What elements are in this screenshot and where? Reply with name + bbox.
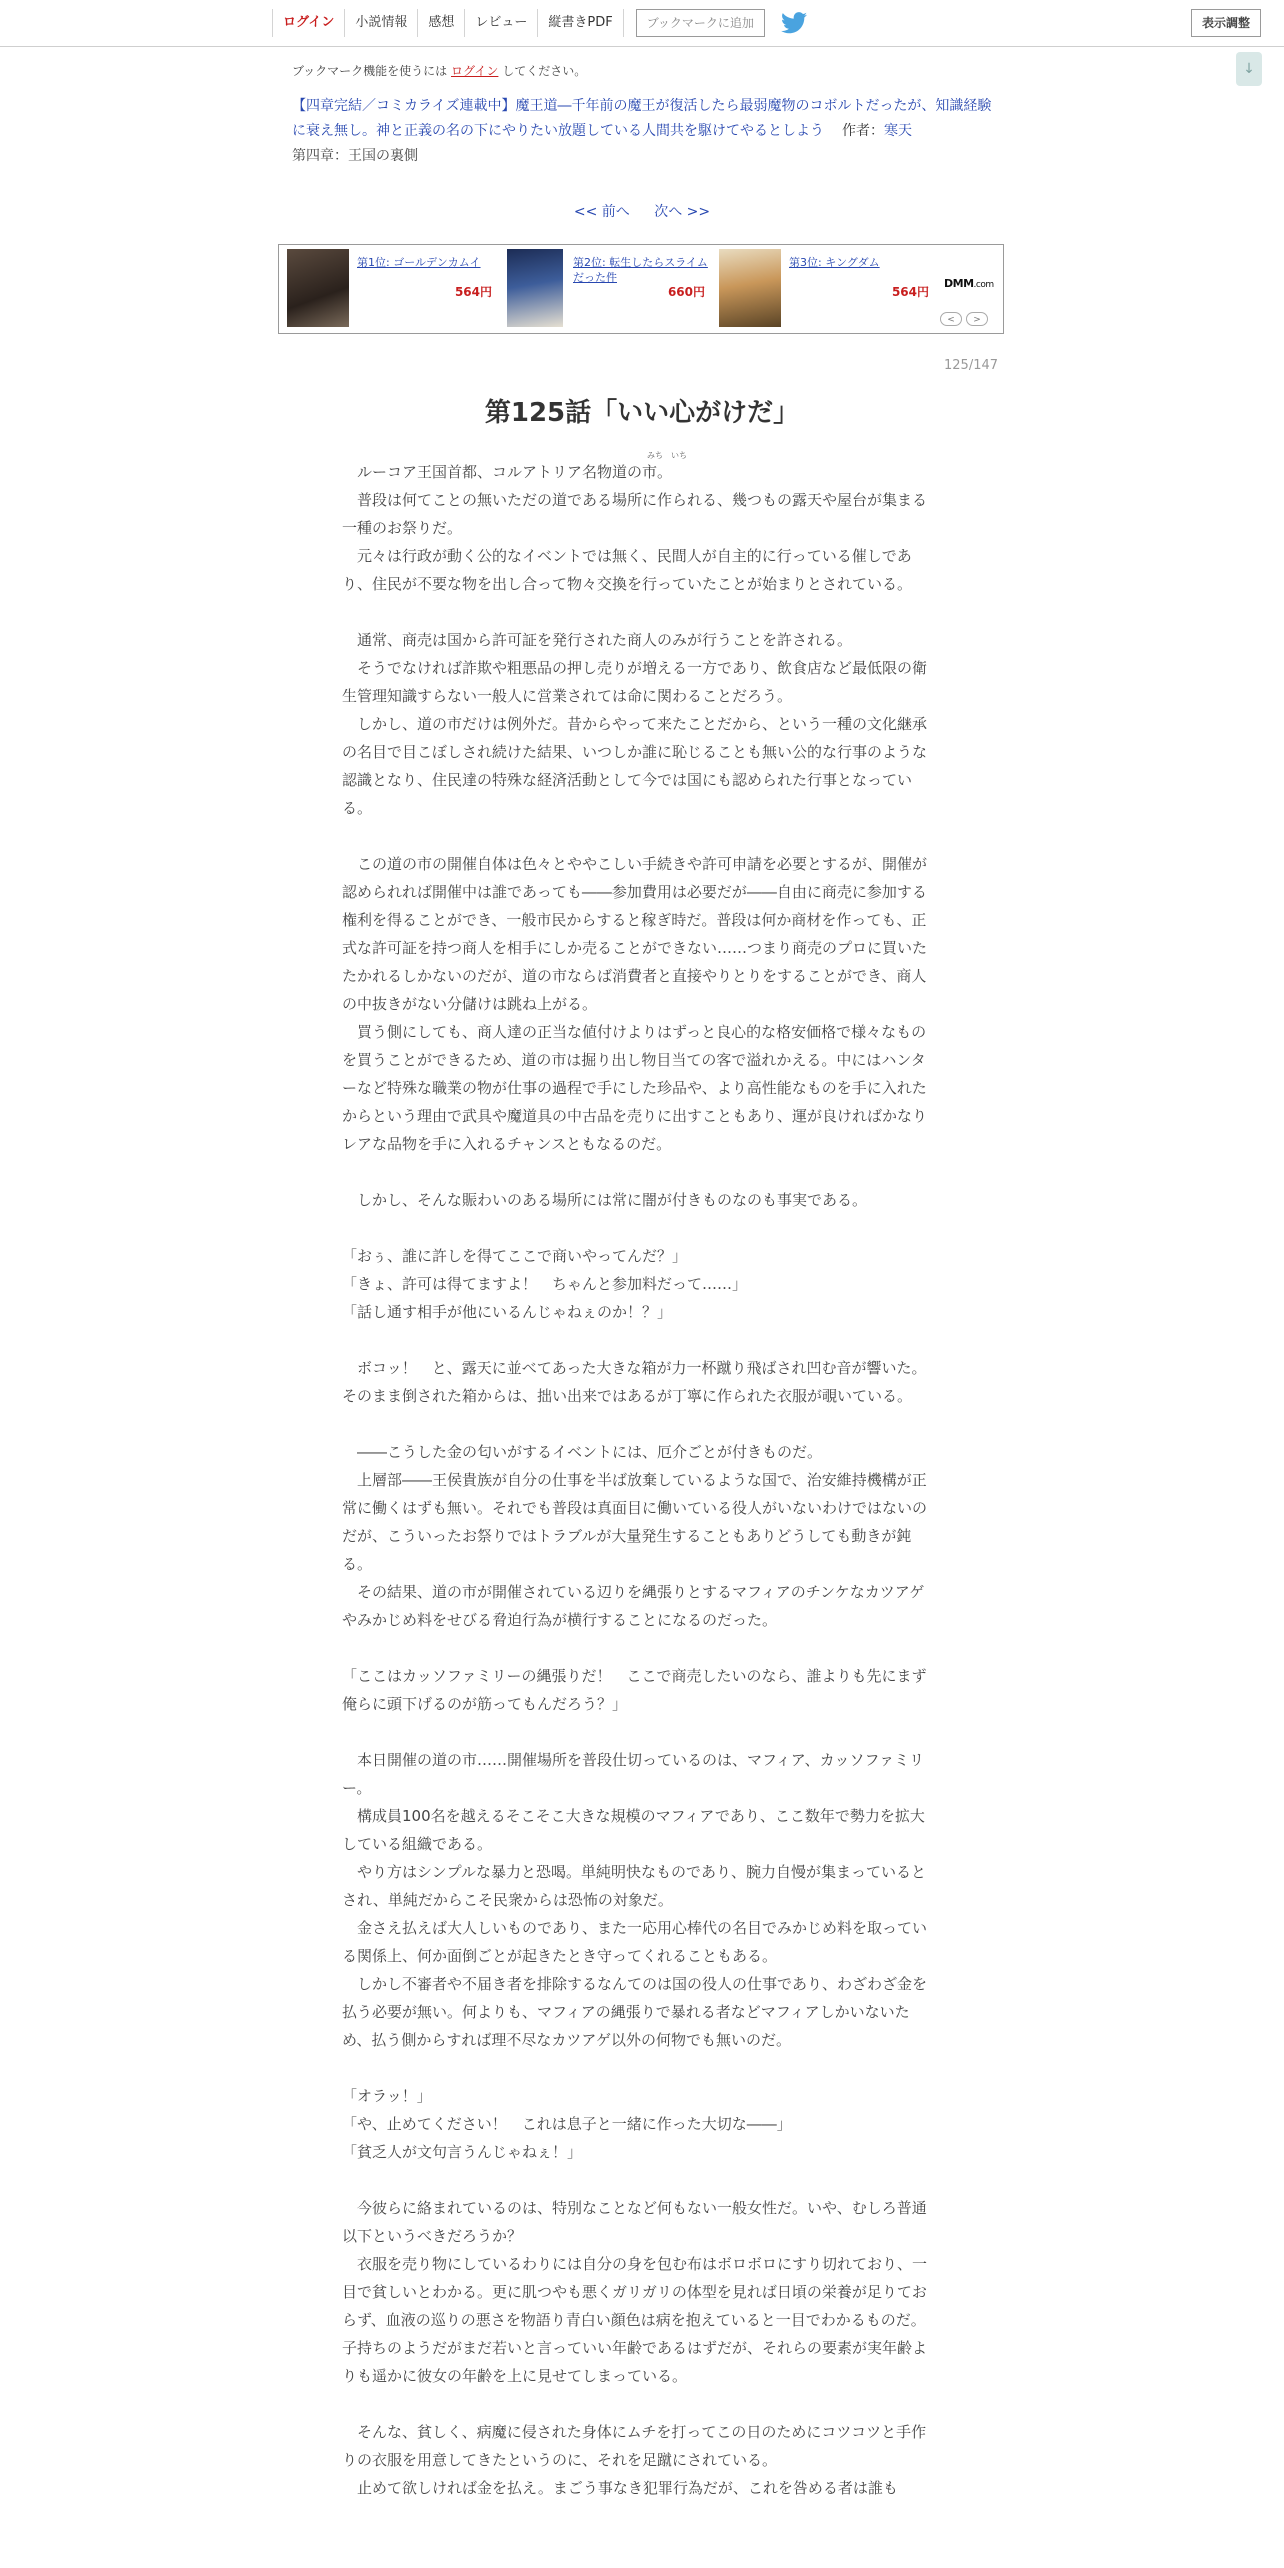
ad-title[interactable]: 第1位: ゴールデンカムイ xyxy=(357,256,481,269)
author-link[interactable]: 寒天 xyxy=(884,123,912,139)
novel-body-text xyxy=(342,451,936,2502)
chapter-section-name: 第四章：王国の裏側 xyxy=(292,148,418,164)
book-cover-image[interactable] xyxy=(719,249,781,327)
login-notice-prefix: ブックマーク機能を使うには xyxy=(292,64,448,78)
author-label: 作者： xyxy=(842,123,884,139)
book-cover-image[interactable] xyxy=(287,249,349,327)
body-paragraph: しかし不審者や不届き者を排除するなんてのは国の役人の仕事であり、わざわざ金を払う必要が無い。何よりも、マフィアの縄張りで暴れる者などマフィアしかいないため、払う側からすれば理不尽なカツアゲ以外の何物でも無いのだ。 xyxy=(342,1975,928,2049)
body-paragraph xyxy=(342,451,936,486)
book-cover-image[interactable] xyxy=(507,249,563,327)
dmm-logo[interactable] xyxy=(944,277,994,290)
body-paragraph: 上層部――王侯貴族が自分の仕事を半ば放棄しているような国で、治安維持機構が正常に働くはずも無い。それでも普段は真面目に働いている役人がいないわけではないのだが、こういったお祭りではトラブルが大量発生することもありどうしても動きが鈍る。 xyxy=(342,1471,928,1573)
login-notice-suffix: してください。 xyxy=(502,64,587,78)
body-paragraph: しかし、道の市だけは例外だ。昔からやって来たことだから、という一種の文化継承の名目で目こぼしされ続けた結果、いつしか誰に恥じることも無い公的な行事のような認識となり、住民達の特殊な経済活動として今では国にも認められた行事となっている。 xyxy=(342,715,928,817)
body-paragraph: 今彼らに絡まれているのは、特別なことなど何もない一般女性だ。いや、むしろ普通以下というべきだろうか？ xyxy=(342,2199,927,2245)
blank-line xyxy=(342,2166,936,2194)
blank-line xyxy=(342,1634,936,1662)
prev-chapter-link[interactable]: << 前へ xyxy=(573,204,630,220)
body-paragraph: 普段は何てことの無いただの道である場所に作られる、幾つもの露天や屋台が集まる一種のお祭りだ。 xyxy=(342,491,928,537)
nav-review[interactable]: レビュー xyxy=(464,9,537,37)
body-paragraph: 衣服を売り物にしているわりには自分の身を包む布はボロボロにすり切れており、一目で貧しいとわかる。更に肌つやも悪くガリガリの体型を見れば日頃の栄養が足りておらず、血液の巡りの悪さを物語り青白い顔色は病を抱えていると一目でわかるものだ。子持ちのようだがまだ若いと言っていい年齢であるはずだが、それらの要素が実年齢よりも遥かに彼女の年齢を上に見せてしまっている。 xyxy=(342,2255,928,2385)
ruby-base-text: ルーコア王国首都、コルアトリア名物道の市。 xyxy=(357,463,673,481)
nav-login[interactable]: ログイン xyxy=(272,9,344,37)
paragraph-list xyxy=(342,486,936,2502)
body-paragraph: 構成員100名を越えるそこそこ大きな規模のマフィアであり、ここ数年で勢力を拡大している組織である。 xyxy=(342,1807,925,1853)
body-paragraph: 買う側にしても、商人達の正当な値付けよりはずっと良心的な格安価格で様々なものを買うことができるため、道の市は掘り出し物目当ての客で溢れかえる。中にはハンターなど特殊な職業の物が仕事の過程で手にした珍品や、より高性能なものを手に入れたからという理由で武具や魔道具の中古品を売りに出すこともあり、運が良ければかなりレアな品物を手に入れるチャンスともなるのだ。 xyxy=(342,1023,928,1153)
next-chapter-link[interactable]: 次へ >> xyxy=(654,204,711,220)
ad-item[interactable] xyxy=(287,249,492,329)
body-paragraph: やり方はシンプルな暴力と恐喝。単純明快なものであり、腕力自慢が集まっているとされ、単純だからこそ民衆からは恐怖の対象だ。 xyxy=(342,1863,927,1909)
blank-line xyxy=(342,1410,936,1438)
blank-line xyxy=(342,598,936,626)
chapter-pager xyxy=(0,201,1284,221)
blank-line xyxy=(342,2054,936,2082)
ad-price: 564円 xyxy=(454,285,492,299)
add-bookmark-button[interactable]: ブックマークに追加 xyxy=(636,9,765,37)
body-paragraph: 「貧乏人が文句言うんじゃねぇ！」 xyxy=(342,2143,583,2161)
body-paragraph: ――こうした金の匂いがするイベントには、厄介ごとが付きものだ。 xyxy=(342,1443,823,1461)
twitter-icon[interactable] xyxy=(781,12,807,34)
ad-title[interactable]: 第3位: キングダム xyxy=(789,256,880,269)
scroll-down-button[interactable]: ↓ xyxy=(1236,52,1262,86)
nav-impressions[interactable]: 感想 xyxy=(417,9,464,37)
body-paragraph: 通常、商売は国から許可証を発行された商人のみが行うことを許される。 xyxy=(342,631,853,649)
blank-line xyxy=(342,1718,936,1746)
body-paragraph: 「や、止めてください！ これは息子と一緒に作った大切な――」 xyxy=(342,2115,792,2133)
body-paragraph: そうでなければ詐欺や粗悪品の押し売りが増える一方であり、飲食店など最低限の衛生管理知識すらない一般人に営業されては命に関わることだろう。 xyxy=(342,659,928,705)
login-link[interactable]: ログイン xyxy=(451,64,499,78)
episode-progress: 125/147 xyxy=(944,358,999,373)
chapter-title: 第125話「いい心がけだ」 xyxy=(484,398,800,428)
ad-prev-arrow[interactable]: < xyxy=(940,312,962,326)
ruby-line xyxy=(357,451,687,481)
novel-title-block xyxy=(292,94,1002,144)
blank-line xyxy=(342,822,936,850)
display-settings-button[interactable]: 表示調整 xyxy=(1191,9,1261,37)
body-paragraph: 「きょ、許可は得てますよ！ ちゃんと参加料だって……」 xyxy=(342,1275,748,1293)
body-paragraph: 元々は行政が動く公的なイベントでは無く、民間人が自主的に行っている催しであり、住民が不要な物を出し合って物々交換を行っていたことが始まりとされている。 xyxy=(342,547,913,593)
body-paragraph: 金さえ払えば大人しいものであり、また一応用心棒代の名目でみかじめ料を取っている関係上、何か面倒ごとが起きたとき守ってくれることもある。 xyxy=(342,1919,928,1965)
nav-menu xyxy=(272,9,807,37)
ad-price: 564円 xyxy=(891,285,929,299)
nav-novel-info[interactable]: 小説情報 xyxy=(344,9,417,37)
top-navigation-bar xyxy=(0,0,1284,47)
ad-price: 660円 xyxy=(667,285,705,299)
nav-vertical-pdf[interactable]: 縦書きPDF xyxy=(537,9,623,37)
body-paragraph: そんな、貧しく、病魔に侵された身体にムチを打ってこの日のためにコツコツと手作りの衣服を用意してきたというのに、それを足蹴にされている。 xyxy=(342,2423,927,2469)
body-paragraph: 「話し通す相手が他にいるんじゃねぇのか！？」 xyxy=(342,1303,673,1321)
ad-next-arrow[interactable]: > xyxy=(966,312,988,326)
blank-line xyxy=(342,1214,936,1242)
dmm-logo-suffix: .com xyxy=(973,280,994,290)
body-paragraph: 本日開催の道の市……開催場所を普段仕切っているのは、マフィア、カッソファミリー。 xyxy=(342,1751,925,1797)
body-paragraph: この道の市の開催自体は色々とややこしい手続きや許可申請を必要とするが、開催が認められれば開催中は誰であっても――参加費用は必要だが――自由に商売に参加する権利を得ることができ、一般市民からすると稼ぎ時だ。普段は何か商材を作っても、正式な許可証を持つ商人を相手にしか売ることができない……つまり商売のプロに買いたたかれるしかないのだが、道の市ならば消費者と直接やりとりをすることができ、商人の中抜きがない分儲けは跳ね上がる。 xyxy=(342,855,928,1013)
body-paragraph: その結果、道の市が開催されている辺りを縄張りとするマフィアのチンケなカツアゲやみかじめ料をせびる脅迫行為が横行することになるのだった。 xyxy=(342,1583,925,1629)
ruby-annotation: みち いち xyxy=(647,451,687,460)
ad-item[interactable] xyxy=(507,249,708,329)
ad-item[interactable] xyxy=(719,249,929,329)
novel-title-link[interactable]: 【四章完結／コミカライズ連載中】魔王道―千年前の魔王が復活したら最弱魔物のコボルトだったが、知識経験に衰え無し。神と正義の名の下にやりたい放題している人間共を駆けてやるとしよう xyxy=(292,98,992,139)
ad-title[interactable]: 第2位: 転生したらスライムだった件 xyxy=(573,256,708,284)
blank-line xyxy=(342,2390,936,2418)
body-paragraph: 「おぅ、誰に許しを得てここで商いやってんだ？」 xyxy=(342,1247,688,1265)
body-paragraph: 止めて欲しければ金を払え。まごう事なき犯罪行為だが、これを咎める者は誰も xyxy=(342,2479,898,2497)
ranking-ad-box xyxy=(278,244,1004,334)
login-notice xyxy=(292,62,586,79)
body-paragraph: 「ここはカッソファミリーの縄張りだ！ ここで商売したいのなら、誰よりも先にまず俺らに頭下げるのが筋ってもんだろう？」 xyxy=(342,1667,927,1713)
body-paragraph: 「オラッ！」 xyxy=(342,2087,432,2105)
blank-line xyxy=(342,1326,936,1354)
blank-line xyxy=(342,1158,936,1186)
dmm-logo-text: DMM xyxy=(944,277,974,290)
body-paragraph: しかし、そんな賑わいのある場所には常に闇が付きものなのも事実である。 xyxy=(342,1191,868,1209)
body-paragraph: ボコッ！ と、露天に並べてあった大きな箱が力一杯蹴り飛ばされ凹む音が響いた。そのまま倒された箱からは、拙い出来ではあるが丁寧に作られた衣服が覗いている。 xyxy=(342,1359,927,1405)
